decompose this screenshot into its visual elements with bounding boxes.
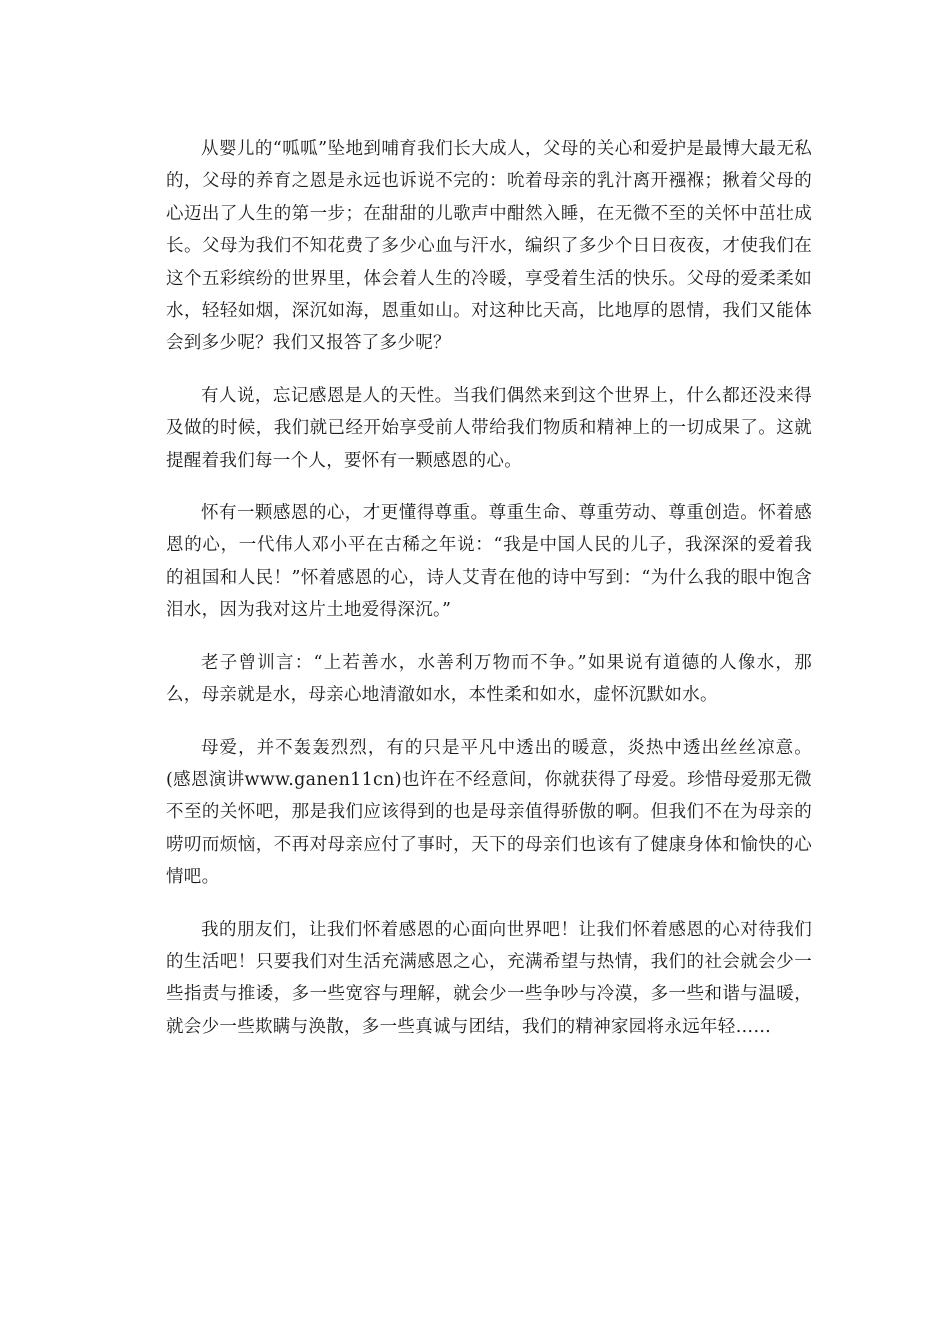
paragraph-4: 老子曾训言：“上若善水，水善利万物而不争。”如果说有道德的人像水，那么，母亲就是水，母亲心地清澈如水，本性柔和如水，虚怀沉默如水。 xyxy=(166,652,812,706)
article-body xyxy=(166,133,812,1063)
paragraph-2: 有人说，忘记感恩是人的天性。当我们偶然来到这个世界上，什么都还没来得及做的时候，我们就已经开始享受前人带给我们物质和精神上的一切成果了。这就提醒着我们每一个人，要怀有一颗感恩的心。 xyxy=(166,385,812,471)
paragraph-3: 怀有一颗感恩的心，才更懂得尊重。尊重生命、尊重劳动、尊重创造。怀着感恩的心，一代伟人邓小平在古稀之年说：“我是中国人民的儿子，我深深的爱着我的祖国和人民！”怀着感恩的心，诗人艾青在他的诗中写到：“为什么我的眼中饱含泪水，因为我对这片土地爱得深沉。” xyxy=(166,503,812,621)
paragraph-6: 我的朋友们，让我们怀着感恩的心面向世界吧！让我们怀着感恩的心对待我们的生活吧！只要我们对生活充满感恩之心，充满希望与热情，我们的社会就会少一些指责与推诿，多一些宽容与理解，就会少一些争吵与冷漠，多一些和谐与温暖，就会少一些欺瞒与涣散，多一些真诚与团结，我们的精神家园将永远年轻…… xyxy=(166,919,812,1037)
paragraph-5: 母爱，并不轰轰烈烈，有的只是平凡中透出的暖意，炎热中透出丝丝凉意。(感恩演讲www.ganen11cn)也许在不经意间，你就获得了母爱。珍惜母爱那无微不至的关怀吧，那是我们应该得到的也是母亲值得骄傲的啊。但我们不在为母亲的唠叨而烦恼，不再对母亲应付了事时，天下的母亲们也该有了健康身体和愉快的心情吧。 xyxy=(166,737,812,888)
paragraph-1: 从婴儿的“呱呱”坠地到哺育我们长大成人，父母的关心和爱护是最博大最无私的，父母的养育之恩是永远也诉说不完的：吮着母亲的乳汁离开襁褓；揪着父母的心迈出了人生的第一步；在甜甜的儿歌声中酣然入睡，在无微不至的关怀中茁壮成长。父母为我们不知花费了多少心血与汗水，编织了多少个日日夜夜，才使我们在这个五彩缤纷的世界里，体会着人生的冷暖，享受着生活的快乐。父母的爱柔柔如水，轻轻如烟，深沉如海，恩重如山。对这种比天高，比地厚的恩情，我们又能体会到多少呢？我们又报答了多少呢？ xyxy=(166,139,812,354)
